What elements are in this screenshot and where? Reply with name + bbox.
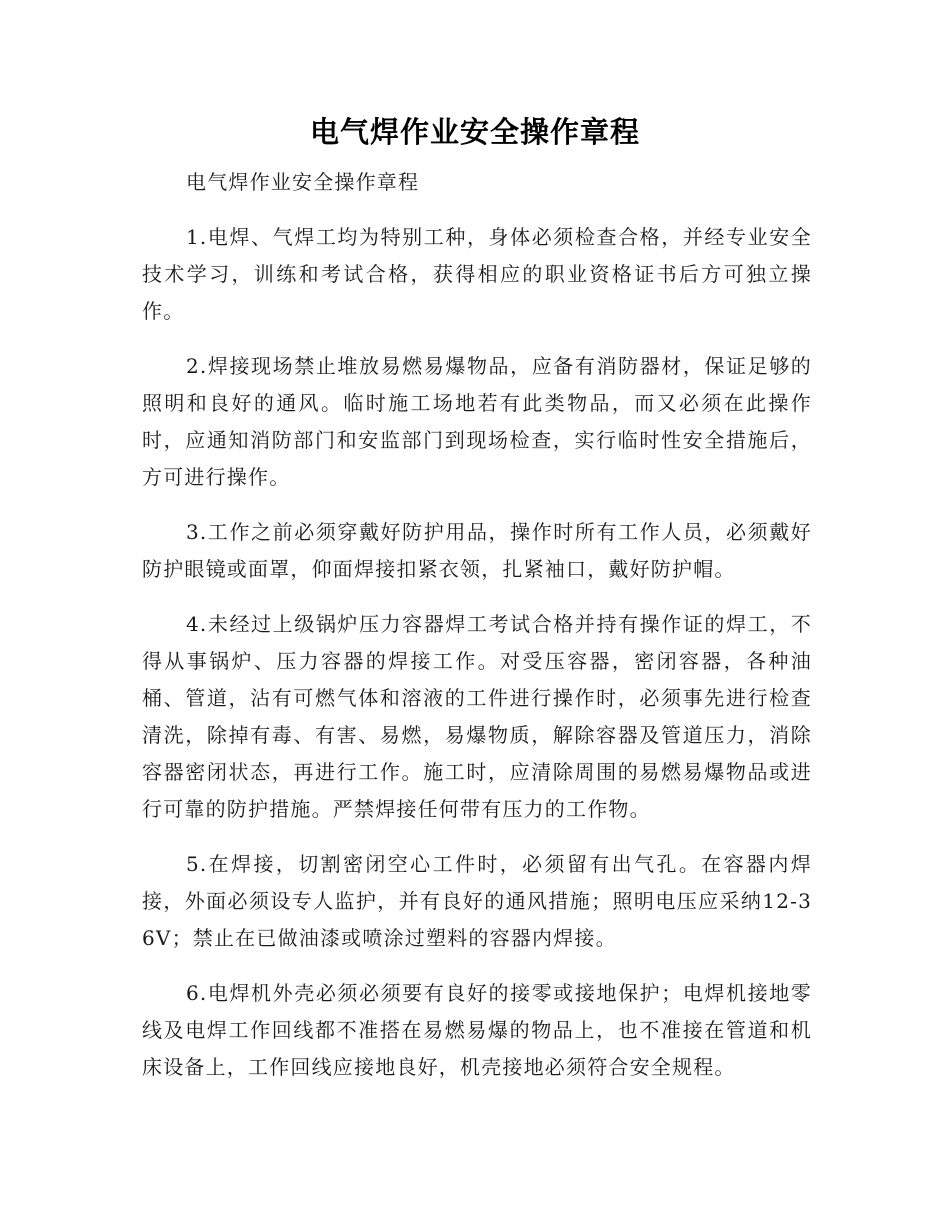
paragraph-5: 5.在焊接，切割密闭空心工件时，必须留有出气孔。在容器内焊接，外面必须设专人监护，并有良好的通风措施；照明电压应采纳12-36V；禁止在已做油漆或喷涂过塑料的容器内焊接。 — [142, 852, 812, 950]
paragraph-4: 4.未经过上级锅炉压力容器焊工考试合格并持有操作证的焊工，不得从事锅炉、压力容器的焊接工作。对受压容器，密闭容器，各种油桶、管道，沾有可燃气体和溶液的工件进行操作时，必须事先进行检查清洗，除掉有毒、有害、易燃，易爆物质，解除容器及管道压力，消除容器密闭状态，再进行工作。施工时，应清除周围的易燃易爆物品或进行可靠的防护措施。严禁焊接任何带有压力的工作物。 — [142, 612, 812, 821]
document-subtitle: 电气焊作业安全操作章程 — [186, 170, 420, 194]
document-title: 电气焊作业安全操作章程 — [309, 115, 640, 149]
paragraph-1: 1.电焊、气焊工均为特别工种，身体必须检查合格，并经专业安全技术学习，训练和考试合格，获得相应的职业资格证书后方可独立操作。 — [142, 225, 812, 323]
paragraph-6: 6.电焊机外壳必须必须要有良好的接零或接地保护；电焊机接地零线及电焊工作回线都不准搭在易燃易爆的物品上，也不准接在管道和机床设备上，工作回线应接地良好，机壳接地必须符合安全规程。 — [142, 981, 812, 1079]
document-body — [142, 164, 812, 1104]
paragraph-2: 2.焊接现场禁止堆放易燃易爆物品，应备有消防器材，保证足够的照明和良好的通风。临时施工场地若有此类物品，而又必须在此操作时，应通知消防部门和安监部门到现场检查，实行临时性安全措施后，方可进行操作。 — [142, 354, 812, 489]
paragraph-3: 3.工作之前必须穿戴好防护用品，操作时所有工作人员，必须戴好防护眼镜或面罩，仰面焊接扣紧衣领，扎紧袖口，戴好防护帽。 — [142, 520, 812, 581]
